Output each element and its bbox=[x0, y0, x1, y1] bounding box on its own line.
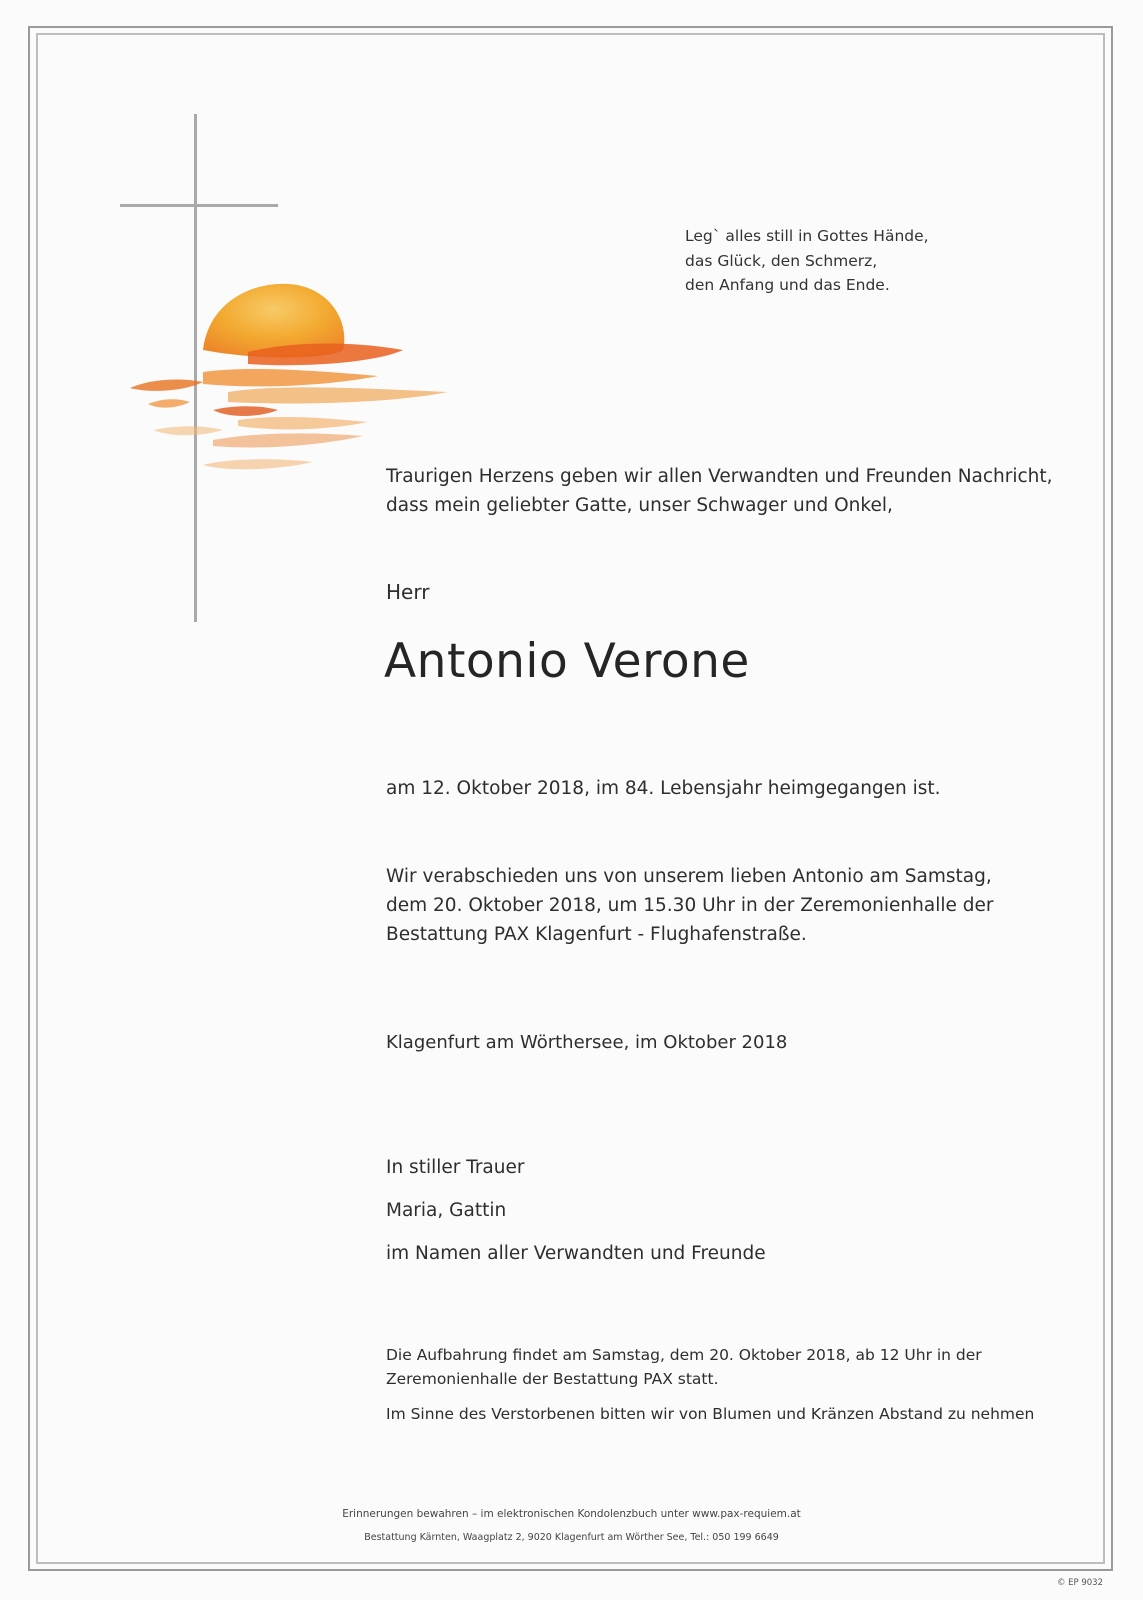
cross-horizontal-beam bbox=[120, 204, 278, 207]
place-and-date: Klagenfurt am Wörthersee, im Oktober 2018 bbox=[386, 1032, 788, 1053]
intro-paragraph bbox=[386, 462, 1053, 520]
footer-condolence-link: Erinnerungen bewahren – im elektronischen Kondolenzbuch unter www.pax-requiem.at bbox=[342, 1508, 801, 1520]
motto-line: Leg` alles still in Gottes Hände, bbox=[685, 227, 929, 245]
mourners-block bbox=[386, 1146, 766, 1275]
intro-line: Traurigen Herzens geben wir allen Verwandten und Freunden Nachricht, bbox=[386, 466, 1053, 487]
mourners-line: im Namen aller Verwandten und Freunde bbox=[386, 1243, 766, 1264]
viewing-line: Zeremonienhalle der Bestattung PAX statt. bbox=[386, 1370, 719, 1388]
flowers-note: Im Sinne des Verstorbenen bitten wir von Blumen und Kränzen Abstand zu nehmen bbox=[386, 1405, 1035, 1423]
mourners-line: Maria, Gattin bbox=[386, 1200, 507, 1221]
sunset-brush-strokes bbox=[130, 344, 448, 470]
ceremony-paragraph bbox=[386, 862, 994, 949]
motto-line: den Anfang und das Ende. bbox=[685, 276, 890, 294]
motto-verse bbox=[685, 224, 929, 298]
intro-line: dass mein geliebter Gatte, unser Schwager und Onkel, bbox=[386, 495, 893, 516]
footer-address: Bestattung Kärnten, Waagplatz 2, 9020 Klagenfurt am Wörther See, Tel.: 050 199 6649 bbox=[364, 1532, 779, 1543]
mourners-line: In stiller Trauer bbox=[386, 1157, 525, 1178]
salutation: Herr bbox=[386, 580, 430, 604]
motto-line: das Glück, den Schmerz, bbox=[685, 251, 878, 270]
viewing-line: Die Aufbahrung findet am Samstag, dem 20. Oktober 2018, ab 12 Uhr in der bbox=[386, 1346, 982, 1364]
form-code: © EP 9032 bbox=[1056, 1578, 1103, 1588]
ceremony-line: dem 20. Oktober 2018, um 15.30 Uhr in der Zeremonienhalle der bbox=[386, 895, 994, 916]
date-of-death: am 12. Oktober 2018, im 84. Lebensjahr heimgegangen ist. bbox=[386, 778, 941, 799]
deceased-name: Antonio Verone bbox=[384, 634, 750, 689]
ceremony-line: Wir verabschieden uns von unserem lieben Antonio am Samstag, bbox=[386, 866, 992, 887]
ceremony-line: Bestattung PAX Klagenfurt - Flughafenstraße. bbox=[386, 924, 807, 945]
viewing-notice bbox=[386, 1343, 982, 1391]
